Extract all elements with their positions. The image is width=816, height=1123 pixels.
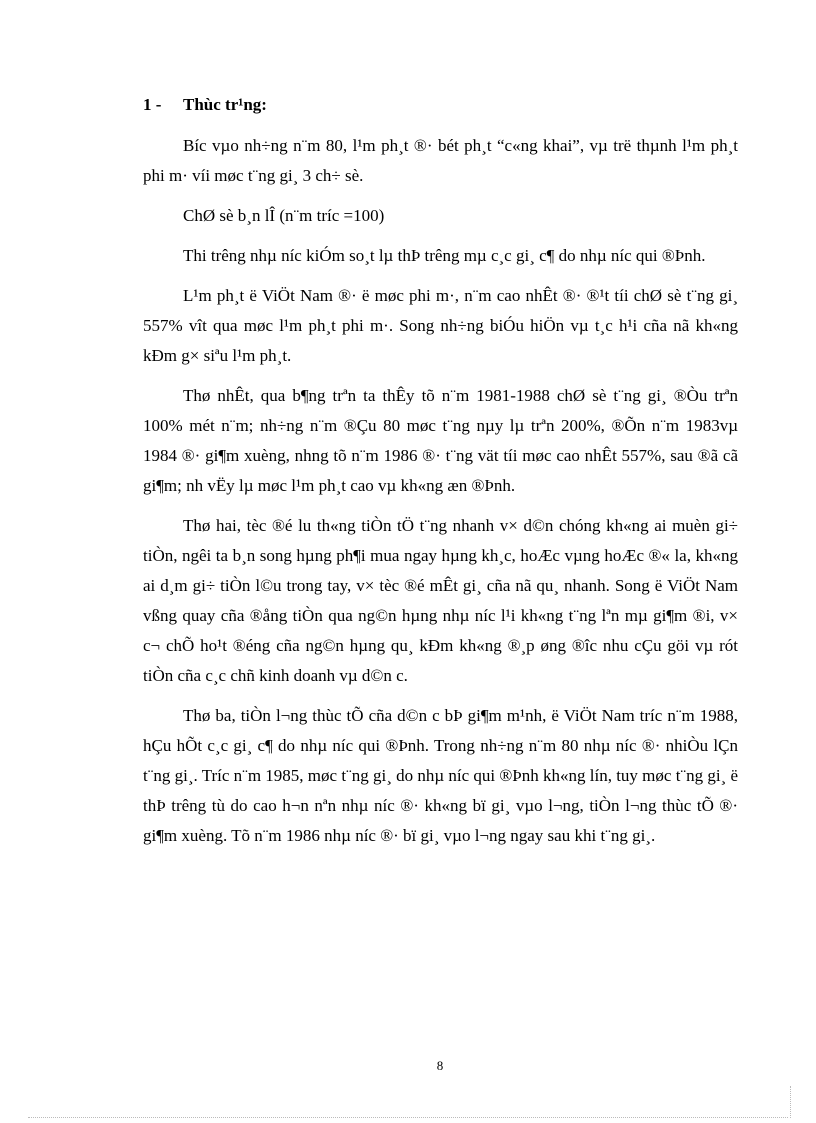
paragraph: Thø hai, tèc ®é lu th«ng tiÒn tÖ t¨ng nhanh v× d©n chóng kh«ng ai muèn gi÷ tiÒn, ngêi ta b¸n song hµng ph¶i mua ngay hµng kh¸c, hoÆc vµng hoÆc ®« la, kh«ng ai d¸m gi÷ tiÒn l©u trong tay, v× tèc ®é mÊt gi¸ cña nã qu¸ nhanh. Song ë ViÖt Nam vßng quay cña ®ång tiÒn qua ng©n hµng nhµ níc l¹i kh«ng t¨ng lªn mµ gi¶m ®i, v× c¬ chÕ ho¹t ®éng cña ng©n hµng qu¸ kÐm kh«ng ®¸p øng ®îc nhu cÇu göi vµ rót tiÒn cña c¸c chñ kinh doanh vµ d©n c. [143,516,738,685]
page-number: 8 [436,1058,444,1073]
body-text [143,131,738,861]
paragraph: L¹m ph¸t ë ViÖt Nam ®· ë møc phi m·, n¨m cao nhÊt ®· ®¹t tíi chØ sè t¨ng gi¸ 557% vît qua møc l¹m ph¸t phi m·. Song nh÷ng biÓu hiÖn vµ t¸c h¹i cña nã kh«ng kÐm g× siªu l¹m ph¸t. [143,286,738,365]
page-corner-border [790,1086,791,1118]
section-number: 1 - [143,95,162,114]
paragraph: Thø ba, tiÒn l¬ng thùc tÕ cña d©n c bÞ gi¶m m¹nh, ë ViÖt Nam tríc n¨m 1988, hÇu hÕt c¸c gi¸ c¶ do nhµ níc qui ®Þnh. Trong nh÷ng n¨m 80 nhµ níc ®· nhiÒu lÇn t¨ng gi¸. Tríc n¨m 1985, møc t¨ng gi¸ do nhµ níc qui ®Þnh kh«ng lín, tuy møc t¨ng gi¸ ë thÞ trêng tù do cao h¬n nªn nhµ níc ®· kh«ng bï gi¸ vµo l¬ng, tiÒn l¬ng thùc tÕ ®· gi¶m xuèng. Tõ n¨m 1986 nhµ níc ®· bï gi¸ vµo l¬ng ngay sau khi t¨ng gi¸. [143,706,739,845]
page-bottom-border [28,1117,788,1118]
paragraph: Thi trêng nhµ níc kiÓm so¸t lµ thÞ trêng mµ c¸c gi¸ c¶ do nhµ níc qui ®Þnh. [183,246,706,265]
paragraph: Thø nhÊt, qua b¶ng trªn ta thÊy tõ n¨m 1981-1988 chØ sè t¨ng gi¸ ®Òu trªn 100% mét n¨m; nh÷ng n¨m ®Çu 80 møc t¨ng nµy lµ trªn 200%, ®Õn n¨m 1983vµ 1984 ®· gi¶m xuèng, nhng tõ n¨m 1986 ®· t¨ng vät tíi møc cao nhÊt 557%, sau ®ã cã gi¶m; nh vËy lµ møc l¹m ph¸t cao vµ kh«ng æn ®Þnh. [143,386,738,495]
paragraph: Bíc vµo nh÷ng n¨m 80, l¹m ph¸t ®· bét ph¸t “c«ng khai”, vµ trë thµnh l¹m ph¸t phi m· víi møc t¨ng gi¸ 3 ch÷ sè. [143,136,738,185]
section-heading [143,94,267,116]
paragraph: ChØ sè b¸n lÎ (n¨m tríc =100) [183,206,385,225]
section-title: Thùc tr¹ng: [183,95,267,114]
